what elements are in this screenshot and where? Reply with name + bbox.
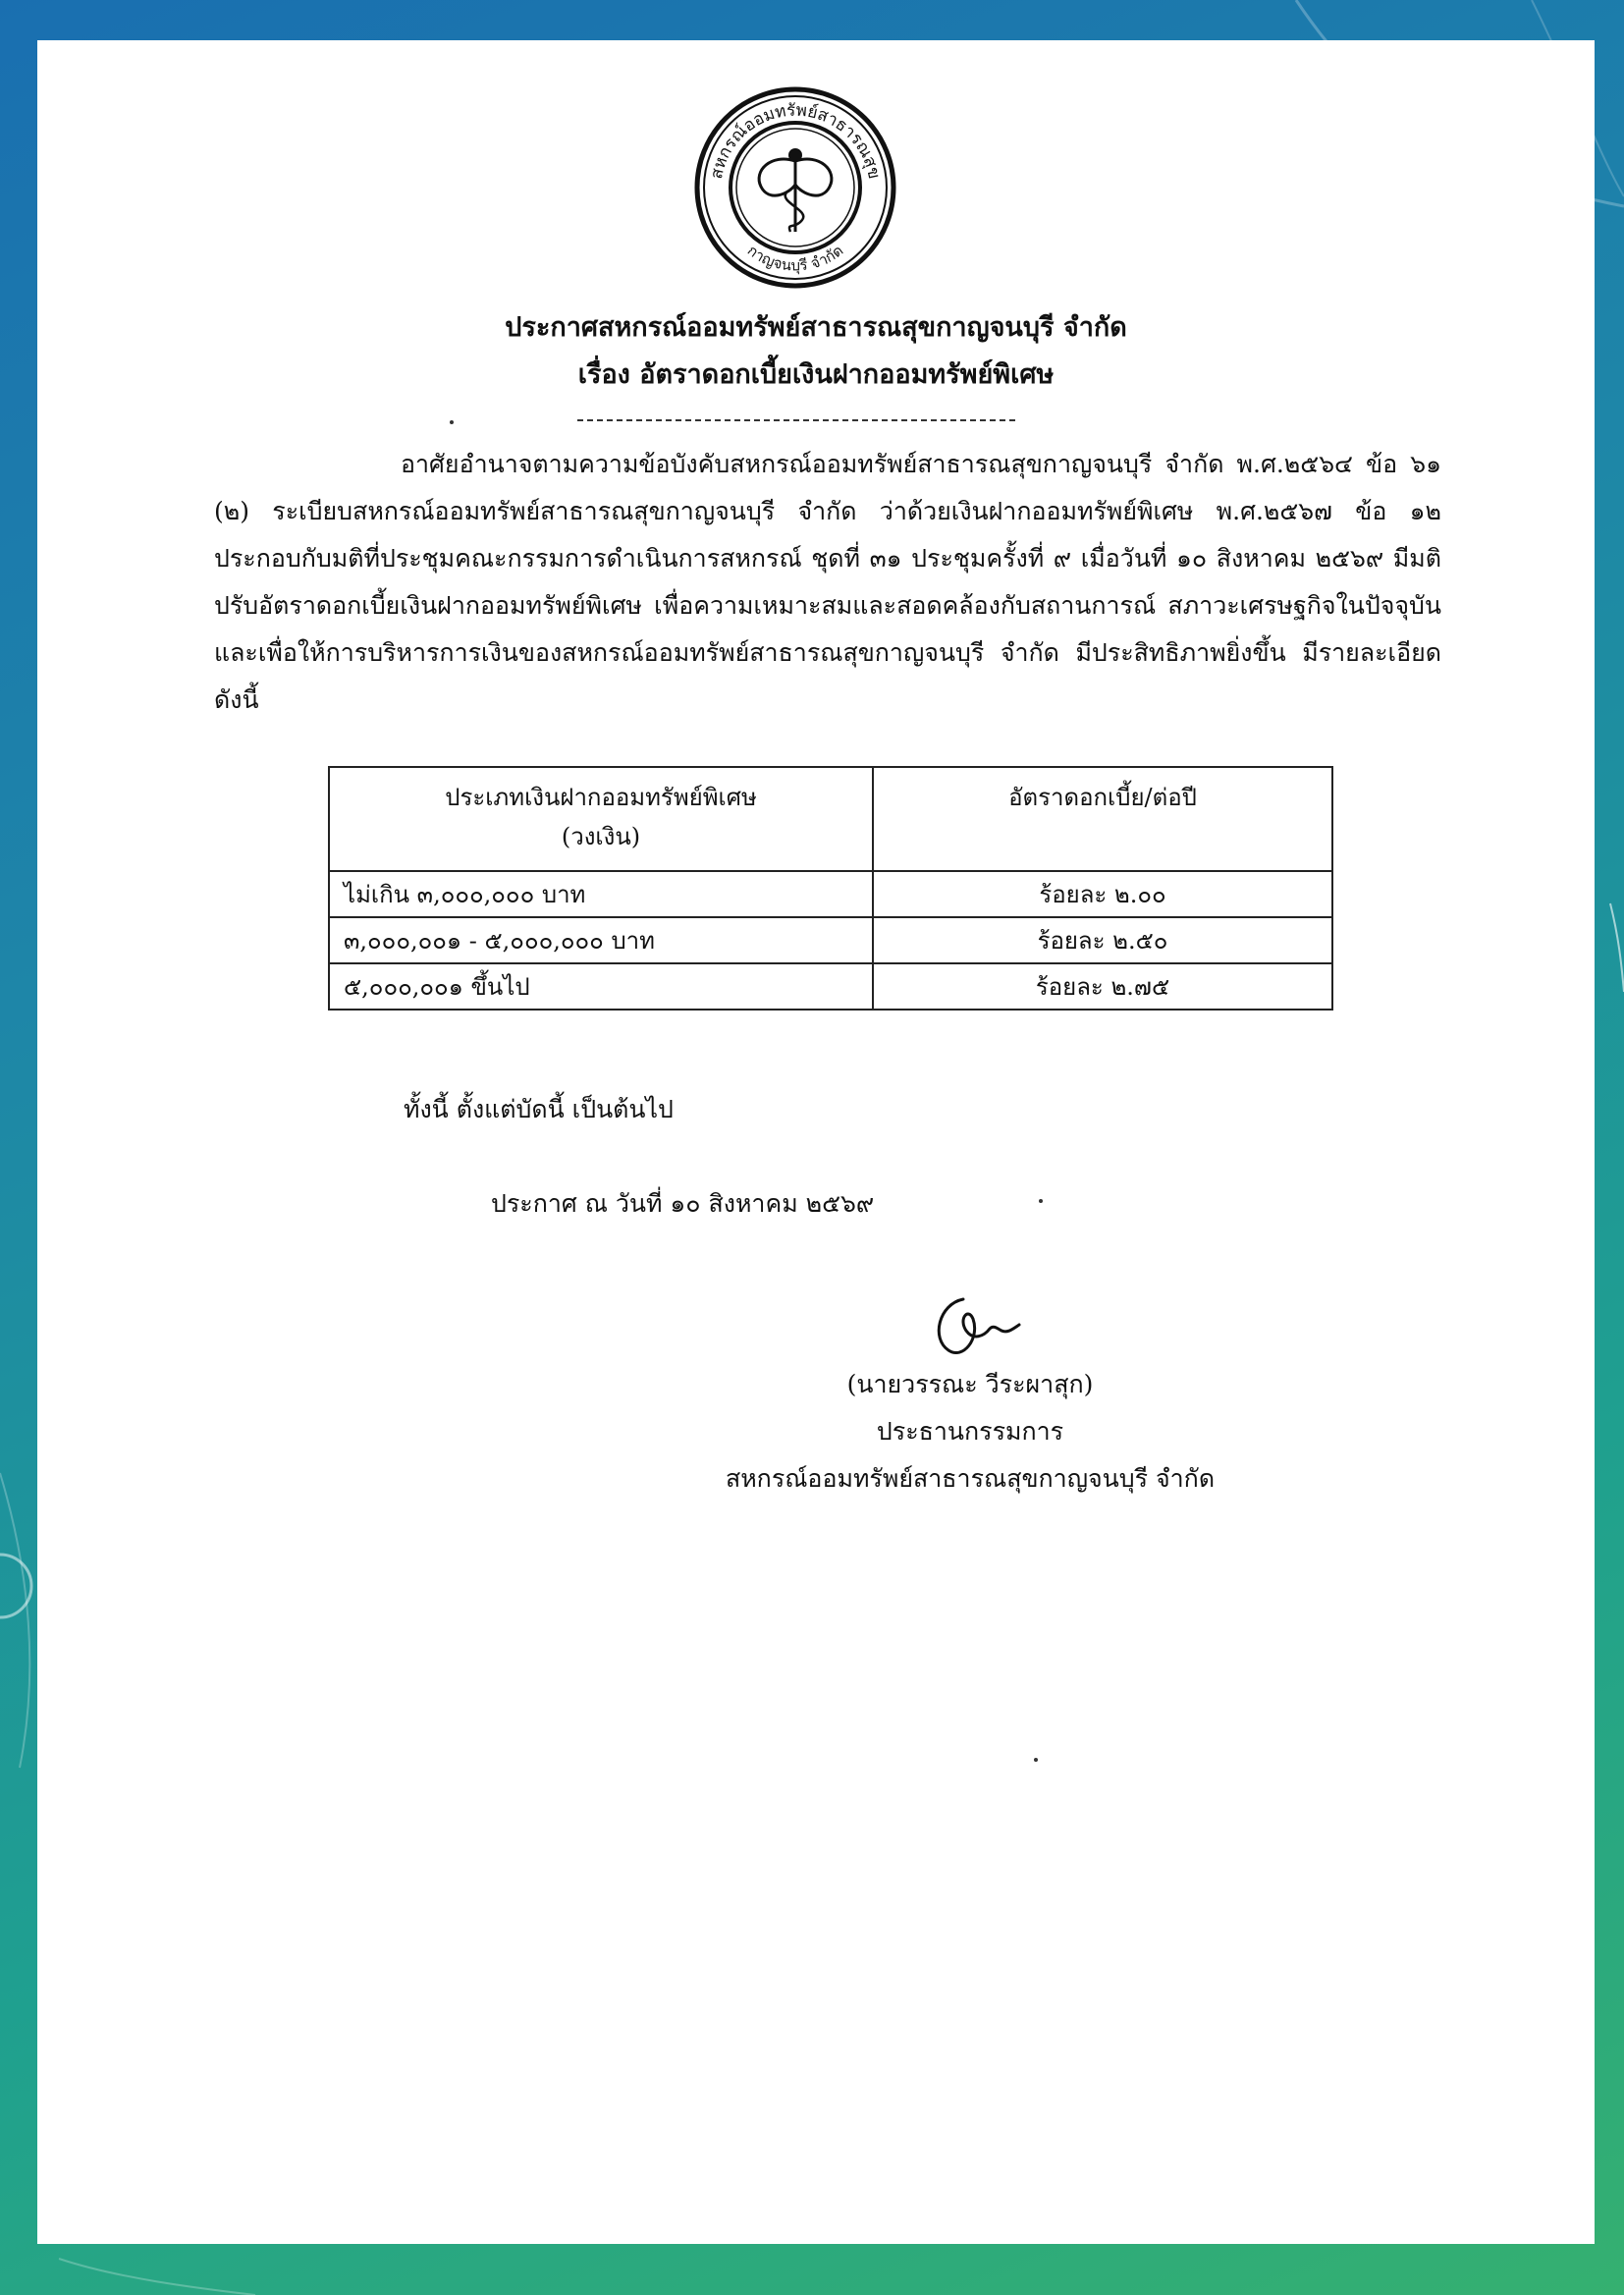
column-header-deposit-type: ประเภทเงินฝากออมทรัพย์พิเศษ (วงเงิน) — [329, 767, 873, 871]
announcement-title: ประกาศสหกรณ์ออมทรัพย์สาธารณสุขกาญจนบุรี จำกัด — [505, 312, 1127, 343]
scan-speck — [1039, 1199, 1043, 1203]
signatory-organization: สหกรณ์ออมทรัพย์สาธารณสุขกาญจนบุรี จำกัด — [725, 1464, 1216, 1493]
svg-text:สหกรณ์ออมทรัพย์สาธารณสุข: สหกรณ์ออมทรัพย์สาธารณสุข — [706, 100, 885, 182]
announcement-date: ประกาศ ณ วันที่ ๑๐ สิงหาคม ๒๕๖๙ — [491, 1189, 875, 1218]
signatory-position: ประธานกรรมการ — [876, 1417, 1064, 1446]
scan-speck — [450, 420, 454, 424]
table-row — [329, 917, 1332, 963]
effective-date-statement: ทั้งนี้ ตั้งแต่บัดนี้ เป็นต้นไป — [404, 1095, 674, 1123]
scan-speck — [1034, 1758, 1038, 1762]
signatory-block — [626, 1361, 1314, 1503]
interest-rate-cell: ร้อยละ ๒.๐๐ — [873, 871, 1332, 917]
table-row — [329, 871, 1332, 917]
signatory-name: (นายวรรณะ วีระผาสุก) — [846, 1370, 1094, 1398]
announcement-page — [37, 40, 1595, 2244]
deposit-amount-cell: ไม่เกิน ๓,๐๐๐,๐๐๐ บาท — [329, 871, 873, 917]
title-divider — [577, 419, 1015, 421]
svg-text:กาญจนบุรี จำกัด: กาญจนบุรี จำกัด — [743, 241, 847, 275]
deposit-amount-cell: ๕,๐๐๐,๐๐๑ ขึ้นไป — [329, 963, 873, 1010]
deposit-amount-cell: ๓,๐๐๐,๐๐๑ - ๕,๐๐๐,๐๐๐ บาท — [329, 917, 873, 963]
body-paragraph: อาศัยอำนาจตามความข้อบังคับสหกรณ์ออมทรัพย์สาธารณสุขกาญจนบุรี จำกัด พ.ศ.๒๕๖๔ ข้อ ๖๑ (๒) ระเบียบสหกรณ์ออมทรัพย์สาธารณสุขกาญจนบุรี จำกัด ว่าด้วยเงินฝากออมทรัพย์พิเศษ พ.ศ.๒๕๖๗ ข้อ ๑๒ ประกอบกับมติที่ประชุมคณะกรรมการดำเนินการสหกรณ์ ชุดที่ ๓๑ ประชุมครั้งที่ ๙ เมื่อวันที่ ๑๐ สิงหาคม ๒๕๖๙ มีมติปรับอัตราดอกเบี้ยเงินฝากออมทรัพย์พิเศษ เพื่อความเหมาะสมและสอดคล้องกับสถานการณ์ สภาวะเศรษฐกิจในปัจจุบัน และเพื่อให้การบริหารการเงินของสหกรณ์ออมทรัพย์สาธารณสุขกาญจนบุรี จำกัด มีประสิทธิภาพยิ่งขึ้น มีรายละเอียด ดังนี้ — [214, 450, 1441, 714]
column-header-rate: อัตราดอกเบี้ย/ต่อปี — [873, 767, 1332, 871]
table-row — [329, 963, 1332, 1010]
handwritten-signature — [919, 1280, 1047, 1368]
table-header-row — [329, 767, 1332, 871]
interest-rate-table — [328, 766, 1333, 1011]
interest-rate-cell: ร้อยละ ๒.๕๐ — [873, 917, 1332, 963]
interest-rate-cell: ร้อยละ ๒.๗๕ — [873, 963, 1332, 1010]
announcement-subject: เรื่อง อัตราดอกเบี้ยเงินฝากออมทรัพย์พิเศษ — [577, 359, 1055, 390]
announcement-body — [214, 441, 1441, 724]
cooperative-seal-logo — [692, 84, 898, 291]
